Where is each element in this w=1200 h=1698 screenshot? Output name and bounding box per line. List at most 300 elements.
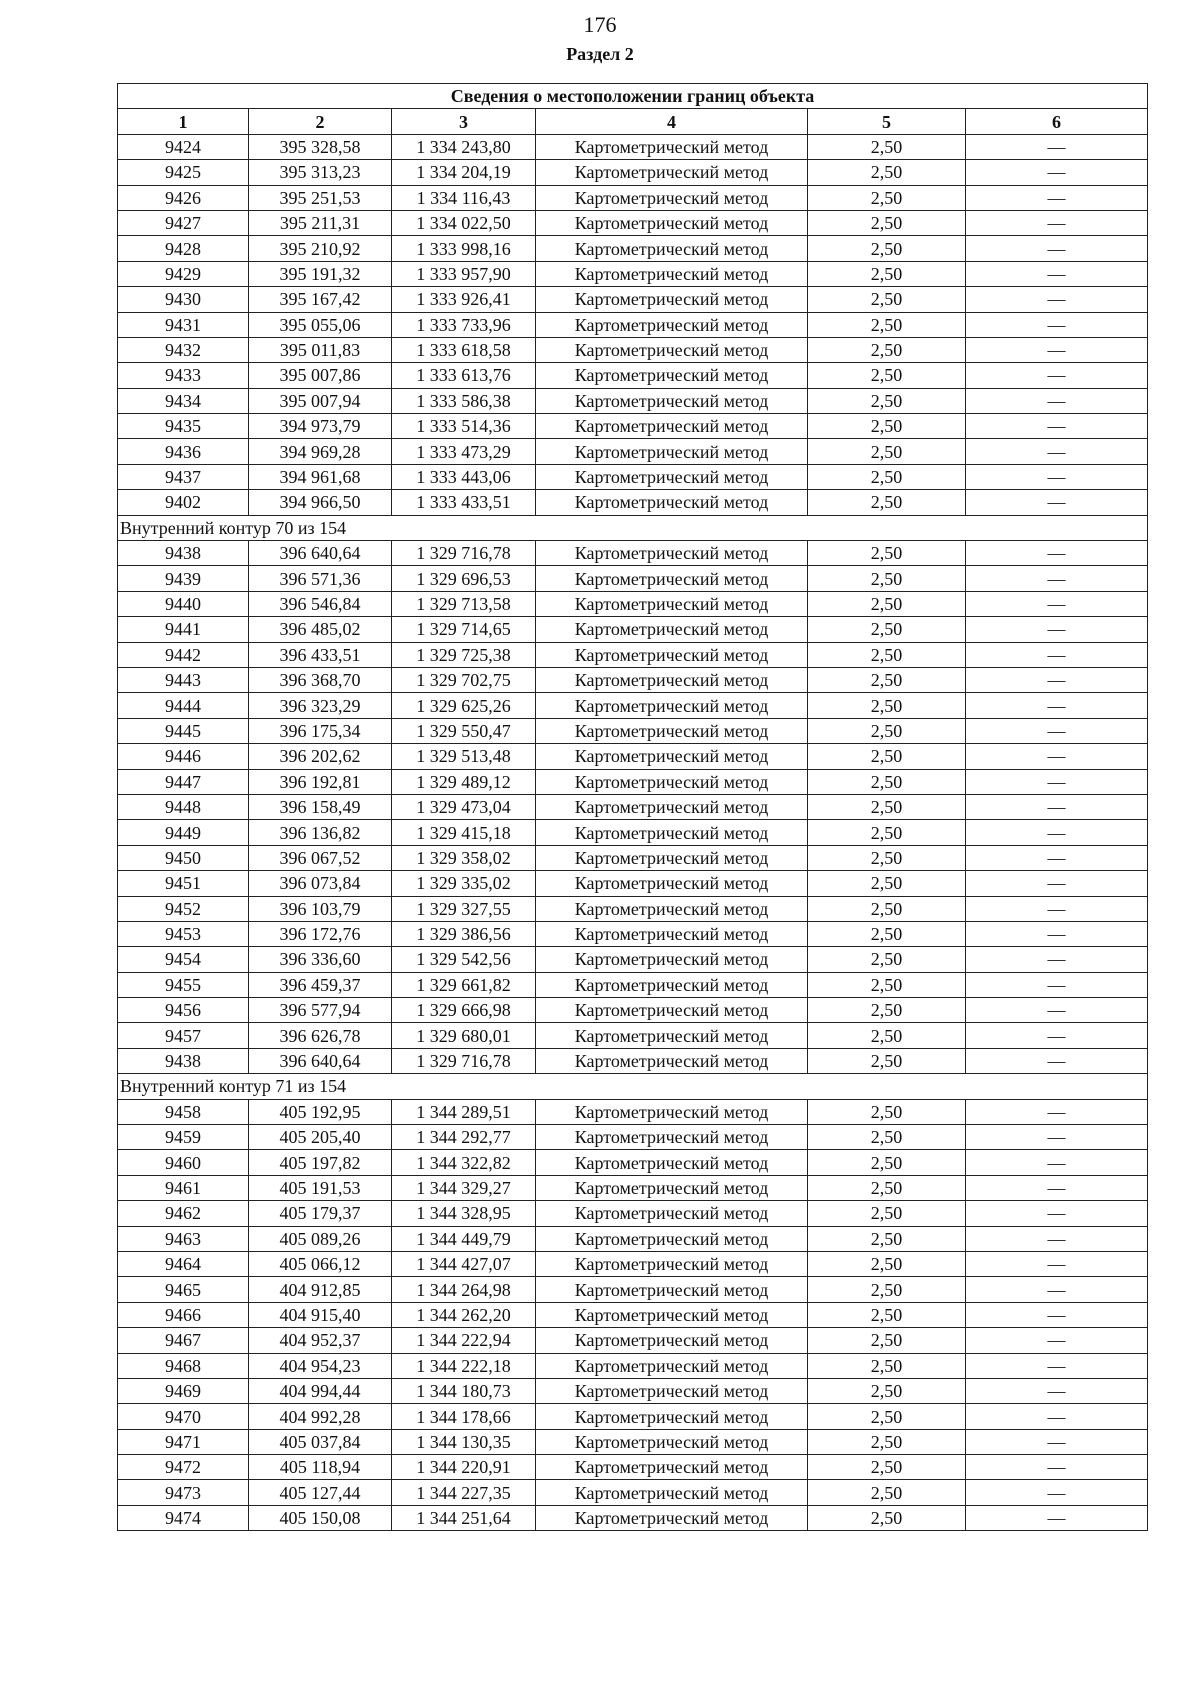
y-coordinate-cell: 1 344 264,98 — [392, 1277, 536, 1302]
note-cell: — — [966, 1455, 1148, 1480]
column-number: 6 — [966, 109, 1148, 134]
table-row — [118, 1480, 1148, 1505]
method-cell: Картометрический метод — [536, 1048, 808, 1073]
x-coordinate-cell: 394 973,79 — [249, 414, 392, 439]
point-number-cell: 9470 — [118, 1404, 249, 1429]
method-cell: Картометрический метод — [536, 439, 808, 464]
method-cell: Картометрический метод — [536, 236, 808, 261]
accuracy-cell: 2,50 — [808, 1455, 966, 1480]
point-number-cell: 9435 — [118, 414, 249, 439]
x-coordinate-cell: 396 577,94 — [249, 998, 392, 1023]
x-coordinate-cell: 395 210,92 — [249, 236, 392, 261]
y-coordinate-cell: 1 329 625,26 — [392, 693, 536, 718]
table-row — [118, 642, 1148, 667]
point-number-cell: 9445 — [118, 718, 249, 743]
table-row — [118, 617, 1148, 642]
accuracy-cell: 2,50 — [808, 185, 966, 210]
x-coordinate-cell: 396 640,64 — [249, 1048, 392, 1073]
table-row — [118, 1328, 1148, 1353]
y-coordinate-cell: 1 329 550,47 — [392, 718, 536, 743]
table-row — [118, 261, 1148, 286]
point-number-cell: 9456 — [118, 998, 249, 1023]
note-cell: — — [966, 388, 1148, 413]
x-coordinate-cell: 394 969,28 — [249, 439, 392, 464]
y-coordinate-cell: 1 344 178,66 — [392, 1404, 536, 1429]
table-row — [118, 287, 1148, 312]
point-number-cell: 9471 — [118, 1429, 249, 1454]
x-coordinate-cell: 396 073,84 — [249, 871, 392, 896]
method-cell: Картометрический метод — [536, 1251, 808, 1276]
accuracy-cell: 2,50 — [808, 464, 966, 489]
note-cell: — — [966, 896, 1148, 921]
y-coordinate-cell: 1 329 716,78 — [392, 1048, 536, 1073]
y-coordinate-cell: 1 333 514,36 — [392, 414, 536, 439]
method-cell: Картометрический метод — [536, 414, 808, 439]
method-cell: Картометрический метод — [536, 794, 808, 819]
section-title: Раздел 2 — [566, 44, 634, 64]
x-coordinate-cell: 405 179,37 — [249, 1201, 392, 1226]
table-row — [118, 1505, 1148, 1530]
table-row — [118, 210, 1148, 235]
table-row — [118, 998, 1148, 1023]
accuracy-cell: 2,50 — [808, 845, 966, 870]
point-number-cell: 9440 — [118, 591, 249, 616]
point-number-cell: 9472 — [118, 1455, 249, 1480]
y-coordinate-cell: 1 333 443,06 — [392, 464, 536, 489]
note-cell: — — [966, 414, 1148, 439]
table-row — [118, 744, 1148, 769]
y-coordinate-cell: 1 334 204,19 — [392, 160, 536, 185]
note-cell: — — [966, 160, 1148, 185]
column-number: 4 — [536, 109, 808, 134]
accuracy-cell: 2,50 — [808, 1251, 966, 1276]
note-cell: — — [966, 667, 1148, 692]
table-row — [118, 185, 1148, 210]
x-coordinate-cell: 396 571,36 — [249, 566, 392, 591]
accuracy-cell: 2,50 — [808, 160, 966, 185]
y-coordinate-cell: 1 344 220,91 — [392, 1455, 536, 1480]
accuracy-cell: 2,50 — [808, 337, 966, 362]
note-cell: — — [966, 642, 1148, 667]
x-coordinate-cell: 396 626,78 — [249, 1023, 392, 1048]
point-number-cell: 9441 — [118, 617, 249, 642]
method-cell: Картометрический метод — [536, 185, 808, 210]
note-cell: — — [966, 693, 1148, 718]
accuracy-cell: 2,50 — [808, 541, 966, 566]
y-coordinate-cell: 1 333 586,38 — [392, 388, 536, 413]
table-row — [118, 794, 1148, 819]
y-coordinate-cell: 1 333 998,16 — [392, 236, 536, 261]
note-cell: — — [966, 1048, 1148, 1073]
table-row — [118, 871, 1148, 896]
y-coordinate-cell: 1 344 262,20 — [392, 1302, 536, 1327]
y-coordinate-cell: 1 329 680,01 — [392, 1023, 536, 1048]
note-cell: — — [966, 1251, 1148, 1276]
x-coordinate-cell: 396 546,84 — [249, 591, 392, 616]
table-row — [118, 337, 1148, 362]
method-cell: Картометрический метод — [536, 972, 808, 997]
y-coordinate-cell: 1 344 222,94 — [392, 1328, 536, 1353]
accuracy-cell: 2,50 — [808, 261, 966, 286]
note-cell: — — [966, 1429, 1148, 1454]
note-cell: — — [966, 1125, 1148, 1150]
note-cell: — — [966, 1023, 1148, 1048]
note-cell: — — [966, 1378, 1148, 1403]
point-number-cell: 9459 — [118, 1125, 249, 1150]
note-cell: — — [966, 845, 1148, 870]
y-coordinate-cell: 1 333 618,58 — [392, 337, 536, 362]
x-coordinate-cell: 396 202,62 — [249, 744, 392, 769]
x-coordinate-cell: 396 368,70 — [249, 667, 392, 692]
method-cell: Картометрический метод — [536, 312, 808, 337]
x-coordinate-cell: 395 007,94 — [249, 388, 392, 413]
x-coordinate-cell: 395 007,86 — [249, 363, 392, 388]
y-coordinate-cell: 1 344 251,64 — [392, 1505, 536, 1530]
accuracy-cell: 2,50 — [808, 998, 966, 1023]
accuracy-cell: 2,50 — [808, 693, 966, 718]
point-number-cell: 9466 — [118, 1302, 249, 1327]
table-row — [118, 896, 1148, 921]
note-cell: — — [966, 1505, 1148, 1530]
x-coordinate-cell: 396 103,79 — [249, 896, 392, 921]
y-coordinate-cell: 1 344 329,27 — [392, 1175, 536, 1200]
y-coordinate-cell: 1 329 473,04 — [392, 794, 536, 819]
method-cell: Картометрический метод — [536, 1023, 808, 1048]
boundary-coordinates-table — [117, 83, 1148, 1531]
note-cell: — — [966, 566, 1148, 591]
table-row — [118, 566, 1148, 591]
y-coordinate-cell: 1 334 116,43 — [392, 185, 536, 210]
method-cell: Картометрический метод — [536, 287, 808, 312]
method-cell: Картометрический метод — [536, 541, 808, 566]
y-coordinate-cell: 1 329 415,18 — [392, 820, 536, 845]
point-number-cell: 9446 — [118, 744, 249, 769]
accuracy-cell: 2,50 — [808, 1378, 966, 1403]
accuracy-cell: 2,50 — [808, 388, 966, 413]
table-row — [118, 1201, 1148, 1226]
method-cell: Картометрический метод — [536, 388, 808, 413]
note-cell: — — [966, 236, 1148, 261]
y-coordinate-cell: 1 344 222,18 — [392, 1353, 536, 1378]
accuracy-cell: 2,50 — [808, 1328, 966, 1353]
y-coordinate-cell: 1 329 386,56 — [392, 921, 536, 946]
point-number-cell: 9457 — [118, 1023, 249, 1048]
accuracy-cell: 2,50 — [808, 134, 966, 159]
x-coordinate-cell: 396 640,64 — [249, 541, 392, 566]
x-coordinate-cell: 396 459,37 — [249, 972, 392, 997]
accuracy-cell: 2,50 — [808, 1048, 966, 1073]
y-coordinate-cell: 1 344 130,35 — [392, 1429, 536, 1454]
point-number-cell: 9468 — [118, 1353, 249, 1378]
method-cell: Картометрический метод — [536, 947, 808, 972]
x-coordinate-cell: 404 952,37 — [249, 1328, 392, 1353]
note-cell: — — [966, 210, 1148, 235]
accuracy-cell: 2,50 — [808, 1023, 966, 1048]
table-row — [118, 1251, 1148, 1276]
method-cell: Картометрический метод — [536, 160, 808, 185]
y-coordinate-cell: 1 344 322,82 — [392, 1150, 536, 1175]
x-coordinate-cell: 405 191,53 — [249, 1175, 392, 1200]
note-cell: — — [966, 1150, 1148, 1175]
note-cell: — — [966, 921, 1148, 946]
table-row — [118, 667, 1148, 692]
y-coordinate-cell: 1 329 716,78 — [392, 541, 536, 566]
x-coordinate-cell: 395 011,83 — [249, 337, 392, 362]
accuracy-cell: 2,50 — [808, 947, 966, 972]
note-cell: — — [966, 134, 1148, 159]
table-row — [118, 439, 1148, 464]
note-cell: — — [966, 820, 1148, 845]
x-coordinate-cell: 396 158,49 — [249, 794, 392, 819]
y-coordinate-cell: 1 329 358,02 — [392, 845, 536, 870]
x-coordinate-cell: 395 313,23 — [249, 160, 392, 185]
method-cell: Картометрический метод — [536, 1302, 808, 1327]
y-coordinate-cell: 1 329 489,12 — [392, 769, 536, 794]
y-coordinate-cell: 1 333 926,41 — [392, 287, 536, 312]
accuracy-cell: 2,50 — [808, 287, 966, 312]
note-cell: — — [966, 464, 1148, 489]
method-cell: Картометрический метод — [536, 769, 808, 794]
x-coordinate-cell: 395 251,53 — [249, 185, 392, 210]
accuracy-cell: 2,50 — [808, 1404, 966, 1429]
y-coordinate-cell: 1 334 243,80 — [392, 134, 536, 159]
x-coordinate-cell: 404 915,40 — [249, 1302, 392, 1327]
note-cell: — — [966, 490, 1148, 515]
table-row — [118, 591, 1148, 616]
column-number: 1 — [118, 109, 249, 134]
y-coordinate-cell: 1 329 327,55 — [392, 896, 536, 921]
method-cell: Картометрический метод — [536, 1429, 808, 1454]
point-number-cell: 9462 — [118, 1201, 249, 1226]
y-coordinate-cell: 1 329 542,56 — [392, 947, 536, 972]
x-coordinate-cell: 405 197,82 — [249, 1150, 392, 1175]
point-number-cell: 9424 — [118, 134, 249, 159]
point-number-cell: 9452 — [118, 896, 249, 921]
accuracy-cell: 2,50 — [808, 439, 966, 464]
point-number-cell: 9429 — [118, 261, 249, 286]
method-cell: Картометрический метод — [536, 363, 808, 388]
column-number: 3 — [392, 109, 536, 134]
contour-label: Внутренний контур 70 из 154 — [118, 515, 1148, 540]
y-coordinate-cell: 1 329 713,58 — [392, 591, 536, 616]
accuracy-cell: 2,50 — [808, 820, 966, 845]
x-coordinate-cell: 404 912,85 — [249, 1277, 392, 1302]
table-row — [118, 1455, 1148, 1480]
method-cell: Картометрический метод — [536, 134, 808, 159]
x-coordinate-cell: 394 961,68 — [249, 464, 392, 489]
method-cell: Картометрический метод — [536, 337, 808, 362]
y-coordinate-cell: 1 333 473,29 — [392, 439, 536, 464]
method-cell: Картометрический метод — [536, 998, 808, 1023]
method-cell: Картометрический метод — [536, 921, 808, 946]
note-cell: — — [966, 718, 1148, 743]
x-coordinate-cell: 395 055,06 — [249, 312, 392, 337]
method-cell: Картометрический метод — [536, 1404, 808, 1429]
point-number-cell: 9473 — [118, 1480, 249, 1505]
note-cell: — — [966, 744, 1148, 769]
method-cell: Картометрический метод — [536, 1175, 808, 1200]
point-number-cell: 9442 — [118, 642, 249, 667]
point-number-cell: 9469 — [118, 1378, 249, 1403]
table-caption: Сведения о местоположении границ объекта — [118, 84, 1148, 109]
y-coordinate-cell: 1 329 714,65 — [392, 617, 536, 642]
note-cell: — — [966, 871, 1148, 896]
y-coordinate-cell: 1 329 335,02 — [392, 871, 536, 896]
method-cell: Картометрический метод — [536, 896, 808, 921]
x-coordinate-cell: 405 205,40 — [249, 1125, 392, 1150]
note-cell: — — [966, 947, 1148, 972]
x-coordinate-cell: 396 175,34 — [249, 718, 392, 743]
x-coordinate-cell: 405 037,84 — [249, 1429, 392, 1454]
table-row — [118, 414, 1148, 439]
point-number-cell: 9443 — [118, 667, 249, 692]
x-coordinate-cell: 404 994,44 — [249, 1378, 392, 1403]
point-number-cell: 9455 — [118, 972, 249, 997]
x-coordinate-cell: 396 136,82 — [249, 820, 392, 845]
note-cell: — — [966, 1353, 1148, 1378]
note-cell: — — [966, 769, 1148, 794]
accuracy-cell: 2,50 — [808, 1099, 966, 1124]
x-coordinate-cell: 405 150,08 — [249, 1505, 392, 1530]
table-row — [118, 1023, 1148, 1048]
x-coordinate-cell: 405 118,94 — [249, 1455, 392, 1480]
table-row — [118, 1226, 1148, 1251]
method-cell: Картометрический метод — [536, 617, 808, 642]
x-coordinate-cell: 396 485,02 — [249, 617, 392, 642]
table-row — [118, 1404, 1148, 1429]
note-cell: — — [966, 185, 1148, 210]
method-cell: Картометрический метод — [536, 1328, 808, 1353]
method-cell: Картометрический метод — [536, 820, 808, 845]
x-coordinate-cell: 396 067,52 — [249, 845, 392, 870]
note-cell: — — [966, 439, 1148, 464]
method-cell: Картометрический метод — [536, 1226, 808, 1251]
y-coordinate-cell: 1 344 449,79 — [392, 1226, 536, 1251]
column-number: 2 — [249, 109, 392, 134]
x-coordinate-cell: 405 066,12 — [249, 1251, 392, 1276]
table-row — [118, 947, 1148, 972]
x-coordinate-cell: 396 192,81 — [249, 769, 392, 794]
method-cell: Картометрический метод — [536, 845, 808, 870]
y-coordinate-cell: 1 333 733,96 — [392, 312, 536, 337]
table-row — [118, 464, 1148, 489]
method-cell: Картометрический метод — [536, 464, 808, 489]
y-coordinate-cell: 1 329 702,75 — [392, 667, 536, 692]
y-coordinate-cell: 1 344 227,35 — [392, 1480, 536, 1505]
point-number-cell: 9463 — [118, 1226, 249, 1251]
accuracy-cell: 2,50 — [808, 210, 966, 235]
y-coordinate-cell: 1 329 661,82 — [392, 972, 536, 997]
table-row — [118, 921, 1148, 946]
accuracy-cell: 2,50 — [808, 1125, 966, 1150]
point-number-cell: 9402 — [118, 490, 249, 515]
accuracy-cell: 2,50 — [808, 1429, 966, 1454]
note-cell: — — [966, 1277, 1148, 1302]
method-cell: Картометрический метод — [536, 1150, 808, 1175]
table-row — [118, 1099, 1148, 1124]
method-cell: Картометрический метод — [536, 1505, 808, 1530]
x-coordinate-cell: 405 127,44 — [249, 1480, 392, 1505]
point-number-cell: 9461 — [118, 1175, 249, 1200]
point-number-cell: 9447 — [118, 769, 249, 794]
x-coordinate-cell: 395 211,31 — [249, 210, 392, 235]
method-cell: Картометрический метод — [536, 1277, 808, 1302]
note-cell: — — [966, 1302, 1148, 1327]
point-number-cell: 9439 — [118, 566, 249, 591]
point-number-cell: 9464 — [118, 1251, 249, 1276]
table-row — [118, 1175, 1148, 1200]
y-coordinate-cell: 1 344 180,73 — [392, 1378, 536, 1403]
point-number-cell: 9438 — [118, 541, 249, 566]
x-coordinate-cell: 396 336,60 — [249, 947, 392, 972]
column-number-row — [118, 109, 1148, 134]
accuracy-cell: 2,50 — [808, 1480, 966, 1505]
contour-header-row — [118, 515, 1148, 540]
table-row — [118, 490, 1148, 515]
point-number-cell: 9428 — [118, 236, 249, 261]
point-number-cell: 9430 — [118, 287, 249, 312]
method-cell: Картометрический метод — [536, 210, 808, 235]
method-cell: Картометрический метод — [536, 566, 808, 591]
accuracy-cell: 2,50 — [808, 1201, 966, 1226]
note-cell: — — [966, 794, 1148, 819]
note-cell: — — [966, 1480, 1148, 1505]
note-cell: — — [966, 1175, 1148, 1200]
method-cell: Картометрический метод — [536, 261, 808, 286]
y-coordinate-cell: 1 333 433,51 — [392, 490, 536, 515]
point-number-cell: 9448 — [118, 794, 249, 819]
note-cell: — — [966, 617, 1148, 642]
note-cell: — — [966, 287, 1148, 312]
accuracy-cell: 2,50 — [808, 617, 966, 642]
x-coordinate-cell: 394 966,50 — [249, 490, 392, 515]
table-row — [118, 1150, 1148, 1175]
y-coordinate-cell: 1 333 613,76 — [392, 363, 536, 388]
point-number-cell: 9436 — [118, 439, 249, 464]
y-coordinate-cell: 1 329 696,53 — [392, 566, 536, 591]
point-number-cell: 9431 — [118, 312, 249, 337]
note-cell: — — [966, 363, 1148, 388]
point-number-cell: 9465 — [118, 1277, 249, 1302]
table-row — [118, 363, 1148, 388]
y-coordinate-cell: 1 329 513,48 — [392, 744, 536, 769]
y-coordinate-cell: 1 344 328,95 — [392, 1201, 536, 1226]
table-row — [118, 236, 1148, 261]
accuracy-cell: 2,50 — [808, 1353, 966, 1378]
note-cell: — — [966, 1328, 1148, 1353]
y-coordinate-cell: 1 334 022,50 — [392, 210, 536, 235]
method-cell: Картометрический метод — [536, 1201, 808, 1226]
y-coordinate-cell: 1 333 957,90 — [392, 261, 536, 286]
note-cell: — — [966, 1404, 1148, 1429]
table-row — [118, 972, 1148, 997]
method-cell: Картометрический метод — [536, 1378, 808, 1403]
point-number-cell: 9444 — [118, 693, 249, 718]
accuracy-cell: 2,50 — [808, 896, 966, 921]
point-number-cell: 9433 — [118, 363, 249, 388]
note-cell: — — [966, 1226, 1148, 1251]
table-row — [118, 820, 1148, 845]
point-number-cell: 9426 — [118, 185, 249, 210]
method-cell: Картометрический метод — [536, 1353, 808, 1378]
point-number-cell: 9437 — [118, 464, 249, 489]
table-body — [118, 134, 1148, 1530]
table-row — [118, 312, 1148, 337]
x-coordinate-cell: 396 172,76 — [249, 921, 392, 946]
accuracy-cell: 2,50 — [808, 490, 966, 515]
y-coordinate-cell: 1 344 289,51 — [392, 1099, 536, 1124]
note-cell: — — [966, 337, 1148, 362]
